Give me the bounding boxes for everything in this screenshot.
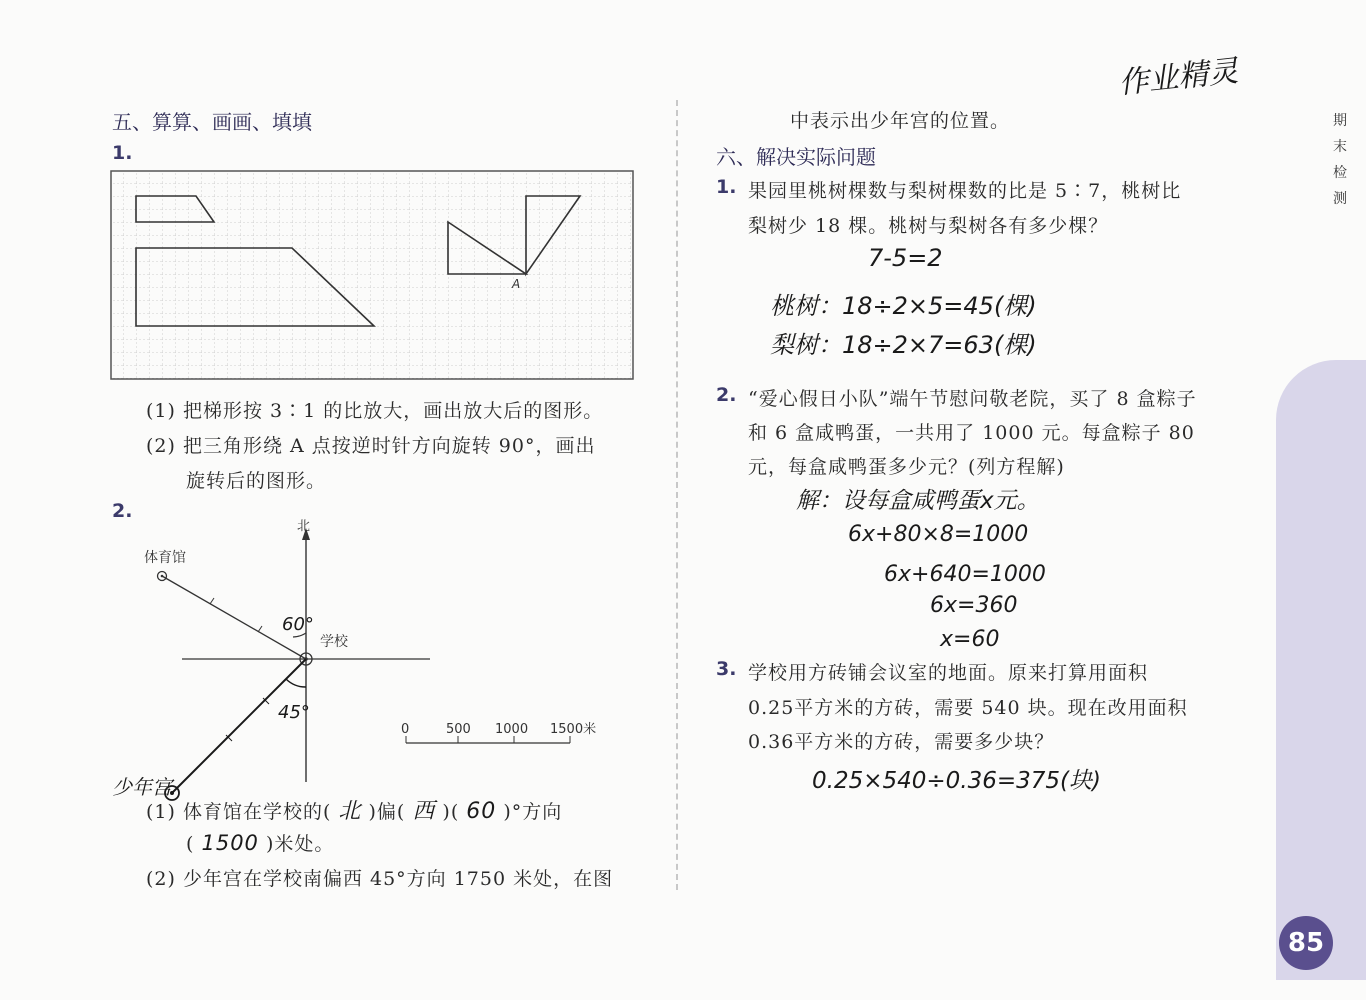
compass-map bbox=[100, 512, 620, 807]
brand-handwritten: 作业精灵 bbox=[1116, 53, 1240, 102]
point-a-label: A bbox=[512, 277, 521, 291]
side-char: 末 bbox=[1333, 139, 1347, 155]
page-divider bbox=[676, 100, 678, 890]
r-q1-text-2: 梨树少 18 棵。桃树与梨树各有多少棵？ bbox=[748, 215, 1109, 237]
r-q1-work-3: 梨树：18÷2×7=63(棵) bbox=[770, 331, 1037, 359]
blank-direction-1: 北 bbox=[338, 799, 362, 824]
grid-frame bbox=[111, 171, 633, 379]
q1-item-1: (1) 把梯形按 3∶1 的比放大，画出放大后的图形。 bbox=[146, 400, 604, 422]
r-q3-text-1: 学校用方砖铺会议室的地面。原来打算用面积 bbox=[748, 662, 1149, 684]
q1-item-2-cont: 旋转后的图形。 bbox=[186, 470, 327, 492]
q2-answer-2: (2) 少年宫在学校南偏西 45°方向 1750 米处，在图 bbox=[146, 868, 614, 890]
r-q3-text-2: 0.25平方米的方砖，需要 540 块。现在改用面积 bbox=[748, 697, 1188, 719]
side-char: 检 bbox=[1333, 165, 1347, 181]
scale-tick: 500 bbox=[446, 722, 471, 737]
gym-label: 体育馆 bbox=[144, 550, 186, 566]
side-decoration bbox=[1276, 360, 1366, 980]
q2-answer-1-prefix: (1) 体育馆在学校的( bbox=[146, 801, 332, 823]
r-q3-work-1: 0.25×540÷0.36=375(块) bbox=[812, 768, 1101, 794]
angle-45-label: 45° bbox=[278, 702, 310, 723]
r-q1-text-1: 果园里桃树棵数与梨树棵数的比是 5∶7，桃树比 bbox=[748, 180, 1182, 202]
question-number: 2. bbox=[112, 500, 133, 522]
school-label: 学校 bbox=[320, 634, 348, 650]
r-q2-work-4: 6x=360 bbox=[930, 593, 1018, 618]
r-q2-work-1: 解：设每盒咸鸭蛋x元。 bbox=[796, 488, 1040, 514]
r-q2-text-2: 和 6 盒咸鸭蛋，一共用了 1000 元。每盒粽子 80 bbox=[748, 422, 1195, 444]
question-number: 3. bbox=[716, 658, 737, 680]
continuation-text: 中表示出少年宫的位置。 bbox=[790, 110, 1011, 132]
q2-answer-1-mid1: )偏( bbox=[368, 801, 406, 823]
blank-distance: 1500 bbox=[201, 831, 259, 855]
angle-60-label: 60° bbox=[282, 614, 314, 635]
r-q2-work-2: 6x+80×8=1000 bbox=[848, 522, 1029, 547]
r-q2-work-3: 6x+640=1000 bbox=[884, 562, 1046, 587]
palace-line bbox=[172, 659, 306, 793]
q2-answer-1-suffix: )°方向 bbox=[503, 801, 563, 823]
section-title-6: 六、解决实际问题 bbox=[716, 145, 876, 169]
r-q2-text-3: 元，每盒咸鸭蛋多少元？(列方程解) bbox=[748, 456, 1065, 478]
north-label: 北 bbox=[297, 519, 311, 534]
q2-answer-1-line2 bbox=[186, 829, 334, 856]
r-q1-work-2: 桃树：18÷2×5=45(棵) bbox=[770, 292, 1037, 320]
q2-answer-1-mid2: )( bbox=[442, 801, 460, 823]
page-number: 85 bbox=[1279, 916, 1333, 970]
question-number: 2. bbox=[716, 384, 737, 406]
q2-answer-1-line2-prefix: ( bbox=[186, 833, 195, 855]
side-char: 期 bbox=[1333, 113, 1347, 129]
blank-direction-2: 西 bbox=[412, 799, 436, 824]
q2-answer-1 bbox=[146, 794, 562, 825]
q2-answer-1-line2-suffix: )米处。 bbox=[265, 833, 335, 855]
side-label bbox=[1330, 108, 1350, 212]
r-q3-text-3: 0.36平方米的方砖，需要多少块？ bbox=[748, 731, 1055, 753]
q1-item-2: (2) 把三角形绕 A 点按逆时针方向旋转 90°，画出 bbox=[146, 435, 596, 457]
section-title-5: 五、算算、画画、填填 bbox=[112, 110, 312, 134]
question-number: 1. bbox=[112, 142, 133, 164]
side-char: 测 bbox=[1333, 191, 1347, 207]
question-number: 1. bbox=[716, 176, 737, 198]
scale-tick: 1500米 bbox=[550, 722, 597, 737]
r-q2-work-5: x=60 bbox=[940, 627, 1000, 652]
blank-angle: 60 bbox=[466, 799, 497, 824]
palace-handwritten-label: 少年宫 bbox=[112, 775, 172, 799]
grid-figure bbox=[110, 170, 634, 380]
r-q1-work-1: 7-5=2 bbox=[868, 244, 943, 272]
r-q2-text-1: “爱心假日小队”端午节慰问敬老院，买了 8 盒粽子 bbox=[748, 388, 1197, 410]
scale-tick: 0 bbox=[401, 722, 410, 737]
scale-tick: 1000 bbox=[495, 722, 529, 737]
